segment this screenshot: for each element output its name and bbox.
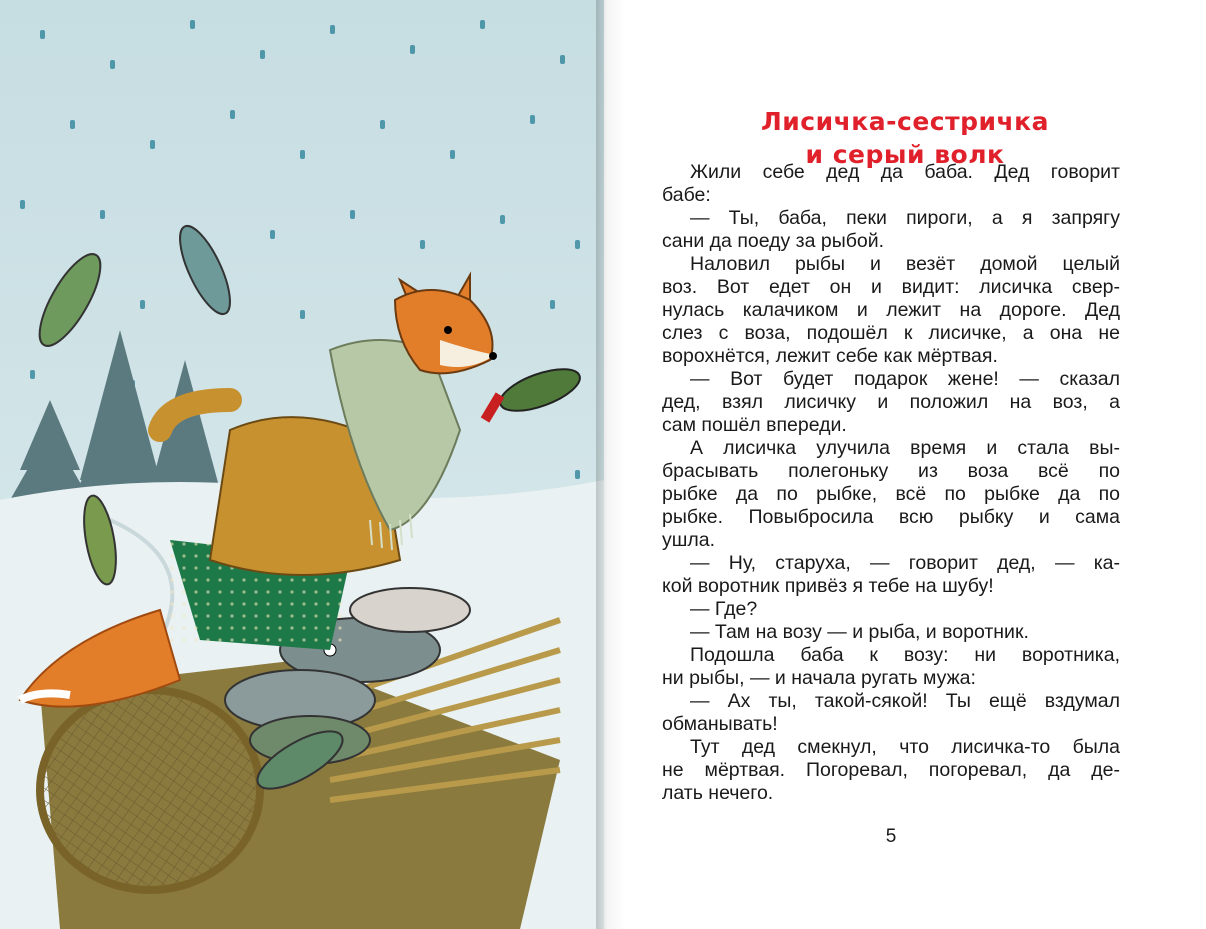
story-line: нулась калачиком и лежит на дороге. Дед bbox=[662, 299, 1120, 321]
story-line: рыбке. Повыбросила всю рыбку и сама bbox=[662, 506, 1120, 528]
story-line: — Там на возу — и рыба, и воротник. bbox=[690, 621, 1029, 643]
story-line: ворохнётся, лежит себе как мёртвая. bbox=[662, 345, 998, 367]
story-line: обманывать! bbox=[662, 713, 778, 735]
story-line: ни рыбы, — и начала ругать мужа: bbox=[662, 667, 976, 689]
story-paragraph bbox=[662, 161, 1120, 207]
story-line: воз. Вот едет он и видит: лисичка свер- bbox=[662, 276, 1120, 298]
story-paragraph bbox=[662, 644, 1120, 690]
story-line: Подошла баба к возу: ни воротника, bbox=[690, 644, 1120, 666]
story-line: — Ах ты, такой-сякой! Ты ещё вздумал bbox=[690, 690, 1120, 712]
page-number-text: 5 bbox=[885, 826, 897, 847]
story-line: — Ну, старуха, — говорит дед, — ка- bbox=[690, 552, 1120, 574]
story-line: сани да поеду за рыбой. bbox=[662, 230, 885, 252]
story-line: бабе: bbox=[662, 184, 711, 206]
story-paragraph bbox=[662, 690, 1120, 736]
story-line: лать нечего. bbox=[662, 782, 774, 804]
story-line: брасывать полегоньку из воза всё по bbox=[662, 460, 1120, 482]
story-paragraph bbox=[662, 207, 1120, 253]
story-line: рыбке да по рыбке, всё по рыбке да по bbox=[662, 483, 1120, 505]
story-paragraph bbox=[662, 253, 1120, 368]
story-line: дед, взял лисичку и положил на воз, а bbox=[662, 391, 1120, 413]
story-paragraph bbox=[662, 736, 1120, 805]
story-line: ушла. bbox=[662, 529, 716, 551]
story-title-line-2: и серый волк bbox=[805, 139, 1005, 169]
text-page bbox=[604, 0, 1206, 929]
story-line: А лисичка улучила время и стала вы- bbox=[690, 437, 1120, 459]
story-line: кой воротник привёз я тебе на шубу! bbox=[662, 575, 994, 597]
story-line: Тут дед смекнул, что лисичка-то была bbox=[690, 736, 1120, 758]
story-paragraph bbox=[662, 437, 1120, 552]
story-line: не мёртвая. Погоревал, погоревал, да де- bbox=[662, 759, 1120, 781]
story-line: Наловил рыбы и везёт домой целый bbox=[690, 253, 1120, 275]
page-number bbox=[604, 826, 1206, 848]
story-line: Жили себе дед да баба. Дед говорит bbox=[690, 161, 1120, 183]
story-line: — Ты, баба, пеки пироги, а я запрягу bbox=[690, 207, 1120, 229]
story-line: — Где? bbox=[690, 598, 758, 620]
story-body bbox=[662, 161, 1120, 805]
story-paragraph bbox=[662, 552, 1120, 598]
story-title-line-1: Лисичка-сестричка bbox=[761, 106, 1049, 136]
story-paragraph bbox=[662, 368, 1120, 437]
story-line: слез с воза, подошёл к лисичке, а она не bbox=[662, 322, 1120, 344]
story-line: — Вот будет подарок жене! — сказал bbox=[690, 368, 1120, 390]
story-line: сам пошёл впереди. bbox=[662, 414, 847, 436]
story-paragraph bbox=[662, 621, 1120, 644]
story-paragraph bbox=[662, 598, 1120, 621]
